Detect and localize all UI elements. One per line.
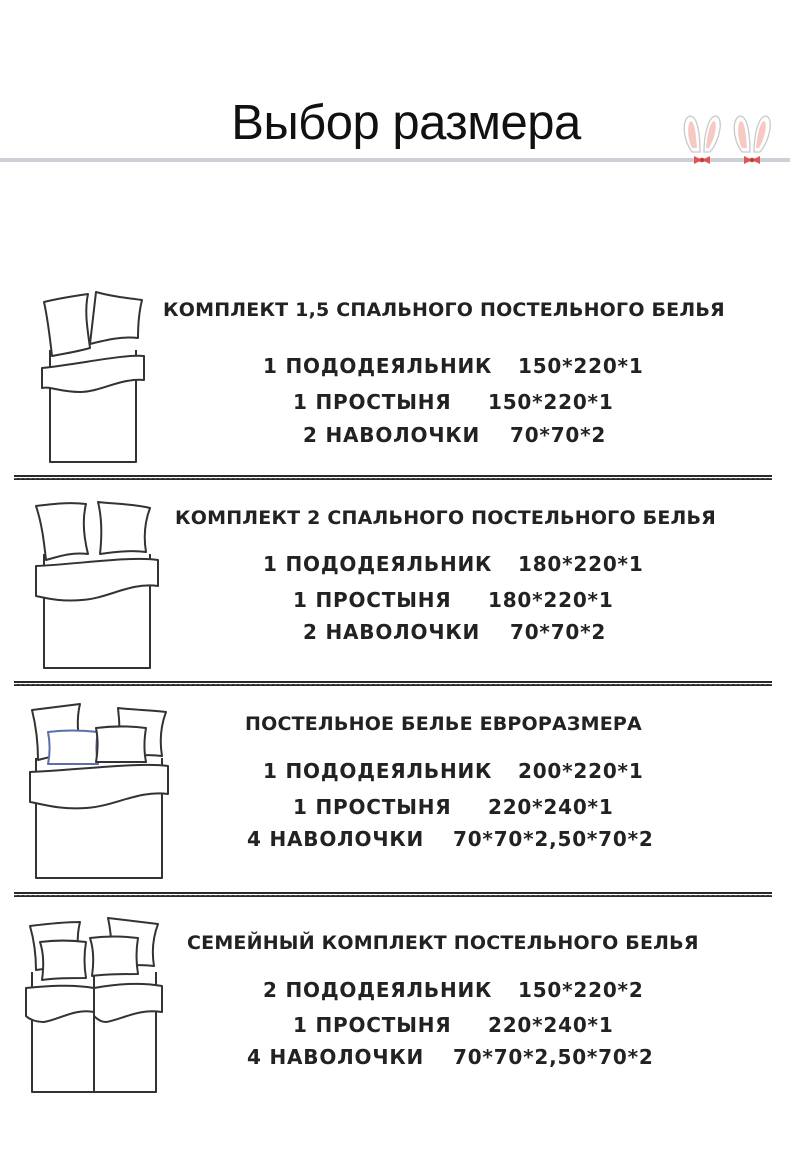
- item-name: 1 ПРОСТЫНЯ: [293, 588, 452, 612]
- section-title: КОМПЛЕКТ 2 СПАЛЬНОГО ПОСТЕЛЬНОГО БЕЛЬЯ: [175, 507, 717, 529]
- item-size: 200*220*1: [518, 759, 644, 783]
- item-size: 180*220*1: [518, 552, 644, 576]
- item-size: 150*220*1: [518, 354, 644, 378]
- item-name: 4 НАВОЛОЧКИ: [247, 1045, 425, 1069]
- item-size: 220*240*1: [488, 1013, 614, 1037]
- list-item: [0, 588, 790, 614]
- list-item: [0, 827, 790, 853]
- list-item: [0, 978, 790, 1004]
- section-title: СЕМЕЙНЫЙ КОМПЛЕКТ ПОСТЕЛЬНОГО БЕЛЬЯ: [187, 932, 699, 954]
- list-item: [0, 423, 790, 449]
- item-name: 1 ПОДОДЕЯЛЬНИК: [263, 759, 493, 783]
- list-item: [0, 354, 790, 380]
- list-item: [0, 759, 790, 785]
- section-title: КОМПЛЕКТ 1,5 СПАЛЬНОГО ПОСТЕЛЬНОГО БЕЛЬЯ: [163, 299, 725, 321]
- item-name: 4 НАВОЛОЧКИ: [247, 827, 425, 851]
- item-size: 220*240*1: [488, 795, 614, 819]
- item-name: 1 ПРОСТЫНЯ: [293, 1013, 452, 1037]
- item-size: 70*70*2: [510, 423, 607, 447]
- item-name: 2 НАВОЛОЧКИ: [303, 423, 481, 447]
- item-size: 180*220*1: [488, 588, 614, 612]
- section-divider: [14, 475, 772, 480]
- item-size: 150*220*1: [488, 390, 614, 414]
- list-item: [0, 390, 790, 416]
- item-size: 70*70*2: [510, 620, 607, 644]
- item-name: 1 ПРОСТЫНЯ: [293, 795, 452, 819]
- section-divider: [14, 681, 772, 686]
- item-name: 1 ПОДОДЕЯЛЬНИК: [263, 552, 493, 576]
- item-name: 1 ПРОСТЫНЯ: [293, 390, 452, 414]
- list-item: [0, 1045, 790, 1071]
- section-divider: [14, 892, 772, 897]
- item-size: 70*70*2,50*70*2: [453, 827, 654, 851]
- list-item: [0, 552, 790, 578]
- list-item: [0, 795, 790, 821]
- title-underline: [0, 158, 790, 162]
- item-size: 70*70*2,50*70*2: [453, 1045, 654, 1069]
- section-title: ПОСТЕЛЬНОЕ БЕЛЬЕ ЕВРОРАЗМЕРА: [245, 713, 642, 735]
- page-title: Выбор размера: [231, 96, 581, 150]
- item-size: 150*220*2: [518, 978, 644, 1002]
- item-name: 1 ПОДОДЕЯЛЬНИК: [263, 354, 493, 378]
- item-name: 2 НАВОЛОЧКИ: [303, 620, 481, 644]
- bunny-ears-icon: [678, 108, 778, 170]
- list-item: [0, 620, 790, 646]
- list-item: [0, 1013, 790, 1039]
- item-name: 2 ПОДОДЕЯЛЬНИК: [263, 978, 493, 1002]
- euro-bed-icon: [20, 698, 180, 882]
